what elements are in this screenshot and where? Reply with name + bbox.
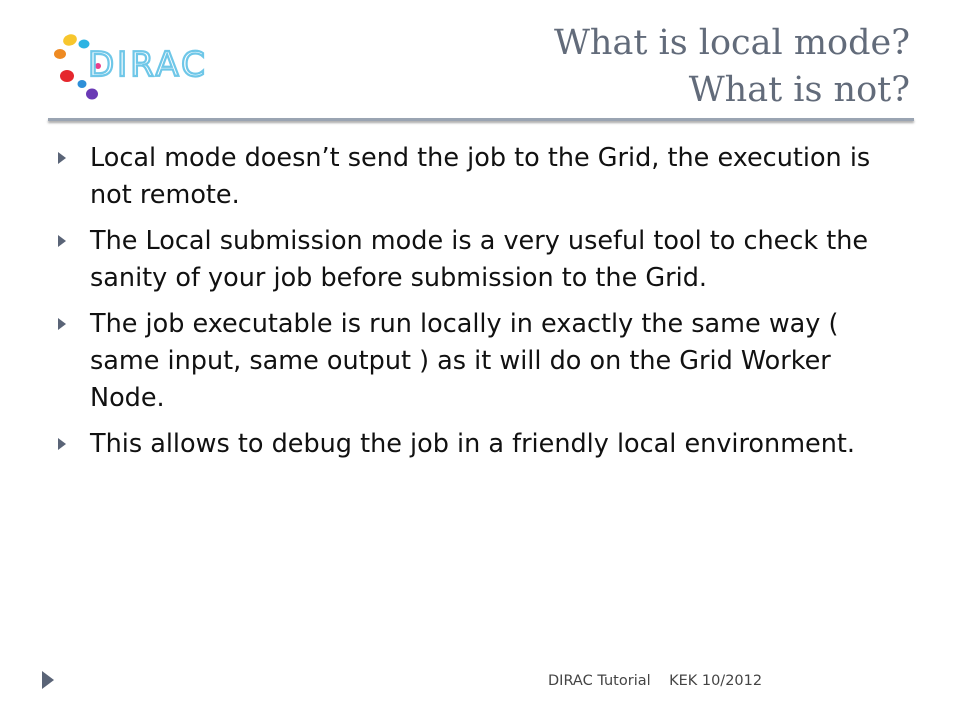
bullet-text: Local mode doesn’t send the job to the Grid, the execution is not remote. bbox=[90, 143, 871, 210]
bullet-item bbox=[50, 140, 905, 214]
triangle-bullet-icon bbox=[58, 318, 66, 330]
title-divider bbox=[48, 118, 914, 121]
title-line-2: What is not? bbox=[688, 70, 910, 110]
footer-text: DIRAC Tutorial KEK 10/2012 bbox=[548, 673, 763, 689]
triangle-bullet-icon bbox=[58, 235, 66, 247]
triangle-bullet-icon bbox=[58, 152, 66, 164]
title-line-1: What is local mode? bbox=[553, 23, 910, 63]
bullet-item bbox=[50, 426, 905, 463]
bullet-text: This allows to debug the job in a friendly local environment. bbox=[90, 429, 855, 459]
triangle-bullet-icon bbox=[58, 438, 66, 450]
bullet-list bbox=[50, 140, 905, 472]
bullet-item bbox=[50, 306, 905, 417]
svg-text:DIRAC: DIRAC bbox=[88, 45, 208, 85]
bullet-text: The Local submission mode is a very useful tool to check the sanity of your job before submission to the Grid. bbox=[90, 226, 869, 293]
dirac-logo bbox=[48, 28, 248, 108]
bullet-item bbox=[50, 223, 905, 297]
slide-title bbox=[350, 20, 910, 114]
bullet-text: The job executable is run locally in exactly the same way ( same input, same output ) as it will do on the Grid Worker Node. bbox=[90, 309, 839, 413]
footer-arrow-icon bbox=[42, 671, 54, 689]
